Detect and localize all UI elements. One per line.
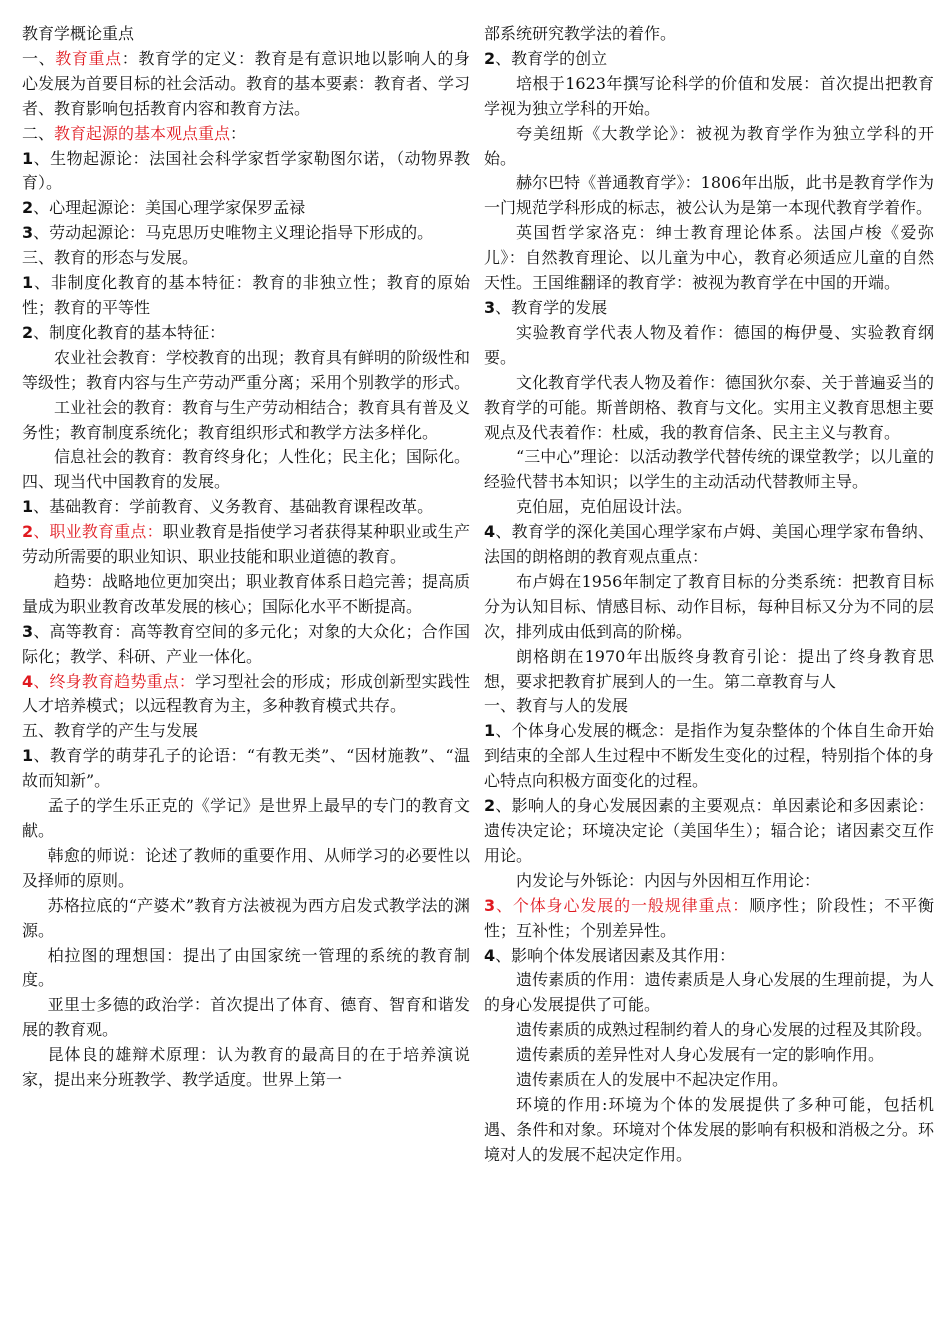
right-paragraph (484, 869, 934, 894)
left-column-body (22, 47, 470, 1093)
left-paragraph (22, 196, 470, 221)
right-paragraph (484, 944, 934, 969)
right-paragraph (484, 171, 934, 221)
item-number: 3 (22, 621, 34, 641)
left-paragraph (22, 744, 470, 794)
paragraph-text: 职业教育是指使学习者获得某种职业或生产劳动所需要的职业知识、职业技能和职业道德的教育。 (22, 522, 470, 567)
left-paragraph (22, 495, 470, 520)
left-paragraph (22, 246, 470, 271)
item-number: 3 (484, 895, 496, 915)
right-paragraph (484, 22, 934, 47)
paragraph-text: 遗传素质的差异性对人身心发展有一定的影响作用。 (516, 1045, 885, 1065)
paragraph-text: 英国哲学家洛克：绅士教育理论体系。法国卢梭《爱弥儿》：自然教育理论、以儿童为中心，教育必须适应儿童的自然天性。王国维翻译的教育学：被视为教育学在中国的开端。 (484, 223, 934, 293)
left-paragraph (22, 719, 470, 744)
paragraph-text: 学习型社会的形成；形成创新型实践性人才培养模式；以远程教育为主，多种教育模式共存。 (22, 671, 470, 716)
paragraph-text: 亚里士多德的政治学：首次提出了体育、德育、智育和谐发展的教育观。 (22, 995, 470, 1040)
right-paragraph (484, 719, 934, 794)
left-paragraph (22, 894, 470, 944)
paragraph-text: 内发论与外铄论：内因与外因相互作用论： (516, 870, 821, 890)
paragraph-text: 培根于1623年撰写论科学的价值和发展：首次提出把教育学视为独立学科的开始。 (484, 73, 934, 118)
left-paragraph (22, 321, 470, 346)
paragraph-text: 顺序性；阶段性；不平衡性；互补性；个别差异性。 (484, 895, 934, 940)
left-paragraph (22, 944, 470, 994)
item-number: 4 (22, 671, 34, 691)
left-paragraph (22, 794, 470, 844)
paragraph-text: 五、教育学的产生与发展 (22, 721, 199, 741)
paragraph-text: 实验教育学代表人物及着作：德国的梅伊曼、实验教育纲要。 (484, 322, 934, 367)
paragraph-text: 朗格朗在1970年出版终身教育引论：提出了终身教育思想，要求把教育扩展到人的一生。第二章教育与人 (484, 646, 934, 691)
item-number: 3 (484, 297, 496, 317)
paragraph-text: 、教育学的发展 (495, 297, 608, 317)
paragraph-text: 工业社会的教育：教育与生产劳动相结合；教育具有普及义务性；教育制度系统化；教育组织形式和教学方法多样化。 (22, 397, 471, 442)
paragraph-text: 三、教育的形态与发展。 (22, 248, 199, 268)
paragraph-text: 、基础教育：学前教育、义务教育、基础教育课程改革。 (33, 497, 434, 517)
paragraph-text: 文化教育学代表人物及着作：德国狄尔泰、关于普遍妥当的教育学的可能。斯普朗格、教育与文化。实用主义教育思想主要观点及代表着作：杜威，我的教育信条、民主主义与教育。 (484, 372, 934, 442)
paragraph-text: 四、现当代中国教育的发展。 (22, 472, 231, 492)
left-paragraph (22, 620, 470, 670)
item-number: 1 (22, 497, 34, 517)
paragraph-text: 柏拉图的理想国：提出了由国家统一管理的系统的教育制度。 (22, 945, 470, 990)
paragraph-text: 信息社会的教育：教育终身化；人性化；民主化；国际化。 (54, 447, 471, 467)
left-paragraph (22, 993, 470, 1043)
left-paragraph (22, 346, 470, 396)
right-paragraph (484, 645, 934, 695)
paragraph-text: 、非制度化教育的基本特征：教育的非独立性；教育的原始性；教育的平等性 (22, 273, 470, 317)
left-paragraph (22, 520, 470, 570)
right-paragraph (484, 1018, 934, 1043)
left-paragraph (22, 1043, 470, 1093)
paragraph-text: 、教育学的创立 (495, 48, 608, 68)
section-prefix: 一、 (22, 48, 56, 68)
right-column-body (484, 22, 934, 1168)
item-number: 2 (22, 522, 34, 542)
right-paragraph (484, 221, 934, 296)
right-paragraph (484, 321, 934, 371)
right-paragraph (484, 1093, 934, 1168)
section-prefix: 二、 (22, 123, 55, 143)
paragraph-text: 克伯屈，克伯屈设计法。 (516, 497, 693, 517)
right-paragraph (484, 794, 934, 869)
paragraph-text: 、制度化教育的基本特征： (33, 322, 226, 342)
right-paragraph (484, 894, 934, 944)
right-paragraph (484, 371, 934, 446)
left-paragraph (22, 271, 470, 321)
left-paragraph (22, 221, 470, 246)
right-paragraph (484, 570, 934, 645)
highlight-heading: 、终身教育趋势重点： (33, 671, 196, 691)
highlight-heading: 教育重点 (55, 48, 122, 68)
paragraph-text: 农业社会教育：学校教育的出现；教育具有鲜明的阶级性和等级性；教育内容与生产劳动严重分离；采用个别教学的形式。 (22, 347, 471, 392)
left-paragraph (22, 470, 470, 495)
paragraph-text: 遗传素质的作用：遗传素质是人身心发展的生理前提，为人的身心发展提供了可能。 (484, 970, 934, 1015)
paragraph-text: 、影响个体发展诸因素及其作用： (495, 945, 736, 965)
paragraph-text: 、影响人的身心发展因素的主要观点：单因素论和多因素论：遗传决定论；环境决定论（美国华生）；辐合论；诸因素交互作用论。 (484, 796, 934, 865)
paragraph-text: 环境的作用:环境为个体的发展提供了多种可能，包括机遇、条件和对象。环境对个体发展的影响有积极和消极之分。环境对人的发展不起决定作用。 (484, 1094, 934, 1164)
left-paragraph (22, 147, 470, 197)
item-number: 1 (22, 746, 34, 766)
item-number: 4 (484, 945, 496, 965)
right-paragraph (484, 122, 934, 172)
right-paragraph (484, 47, 934, 72)
highlight-heading: 、职业教育重点： (33, 522, 163, 542)
paragraph-text: 昆体良的雄辩术原理：认为教育的最高目的在于培养演说家，提出来分班教学、教学适度。世界上第一 (22, 1045, 470, 1090)
paragraph-text: “三中心”理论：以活动教学代替传统的课堂教学；以儿童的经验代替书本知识；以学生的主动活动代替教师主导。 (484, 447, 934, 492)
item-number: 1 (484, 721, 496, 741)
highlight-heading: 教育起源的基本观点重点 (54, 123, 231, 143)
right-column (484, 22, 934, 1168)
right-paragraph (484, 72, 934, 122)
paragraph-text: 遗传素质在人的发展中不起决定作用。 (516, 1070, 789, 1090)
left-paragraph (22, 445, 470, 470)
paragraph-text: ： (230, 123, 247, 143)
document-title: 教育学概论重点 (22, 24, 135, 43)
paragraph-text: 苏格拉底的“产婆术”教育方法被视为西方启发式教学法的渊源。 (22, 895, 470, 940)
left-paragraph (22, 844, 470, 894)
paragraph-text: 、教育学的深化美国心理学家布卢姆、美国心理学家布鲁纳、法国的朗格朗的教育观点重点： (484, 522, 934, 567)
paragraph-text: 、心理起源论：美国心理学家保罗孟禄 (33, 198, 306, 218)
right-paragraph (484, 968, 934, 1018)
paragraph-text: 夸美纽斯《大教学论》：被视为教育学作为独立学科的开始。 (484, 123, 934, 168)
right-paragraph (484, 445, 934, 495)
right-paragraph (484, 694, 934, 719)
right-paragraph (484, 296, 934, 321)
item-number: 4 (484, 522, 496, 542)
paragraph-text: 遗传素质的成熟过程制约着人的身心发展的过程及其阶段。 (516, 1020, 933, 1040)
left-column (22, 22, 470, 1093)
item-number: 3 (22, 223, 34, 243)
left-paragraph (22, 122, 470, 147)
right-paragraph (484, 520, 934, 570)
item-number: 1 (22, 273, 34, 293)
left-paragraph (22, 570, 470, 620)
left-paragraph (22, 47, 470, 122)
item-number: 2 (22, 198, 34, 218)
right-paragraph (484, 495, 934, 520)
paragraph-text: 、生物起源论：法国社会科学家哲学家勒图尔诺，（动物界教育）。 (22, 148, 470, 193)
left-paragraph (22, 396, 470, 446)
paragraph-text: 、教育学的萌芽孔子的论语：“有教无类”、“因材施教”、“温故而知新”。 (22, 746, 470, 791)
item-number: 2 (484, 796, 496, 816)
highlight-heading: 、个体身心发展的一般规律重点： (495, 895, 750, 915)
paragraph-text: 赫尔巴特《普通教育学》：1806年出版，此书是教育学作为一门规范学科形成的标志，被公认为是第一本现代教育学着作。 (484, 173, 934, 218)
paragraph-text: 趋势：战略地位更加突出；职业教育体系日趋完善；提高质量成为职业教育改革发展的核心；国际化水平不断提高。 (22, 571, 471, 616)
paragraph-text: 、高等教育：高等教育空间的多元化；对象的大众化；合作国际化；教学、科研、产业一体化。 (22, 621, 470, 666)
item-number: 2 (22, 322, 34, 342)
item-number: 1 (22, 148, 34, 168)
paragraph-text: 孟子的学生乐正克的《学记》是世界上最早的专门的教育文献。 (22, 796, 470, 840)
right-paragraph (484, 1068, 934, 1093)
paragraph-text: 、劳动起源论：马克思历史唯物主义理论指导下形成的。 (33, 223, 434, 243)
left-paragraph (22, 670, 470, 720)
paragraph-text: 一、教育与人的发展 (484, 696, 629, 716)
paragraph-text: ：教育学的定义：教育是有意识地以影响人的身心发展为首要目标的社会活动。教育的基本要素：教育者、学习者、教育影响包括教育内容和教育方法。 (22, 48, 471, 118)
paragraph-text: 部系统研究教学法的着作。 (484, 24, 677, 43)
paragraph-text: 、个体身心发展的概念：是指作为复杂整体的个体自生命开始到结束的全部人生过程中不断发生变化的过程，特别指个体的身心特点向积极方面变化的过程。 (484, 721, 934, 791)
paragraph-text: 韩愈的师说：论述了教师的重要作用、从师学习的必要性以及择师的原则。 (22, 845, 470, 890)
right-paragraph (484, 1043, 934, 1068)
paragraph-text: 布卢姆在1956年制定了教育目标的分类系统：把教育目标分为认知目标、情感目标、动作目标，每种目标又分为不同的层次，排列成由低到高的阶梯。 (484, 571, 934, 641)
item-number: 2 (484, 48, 496, 68)
